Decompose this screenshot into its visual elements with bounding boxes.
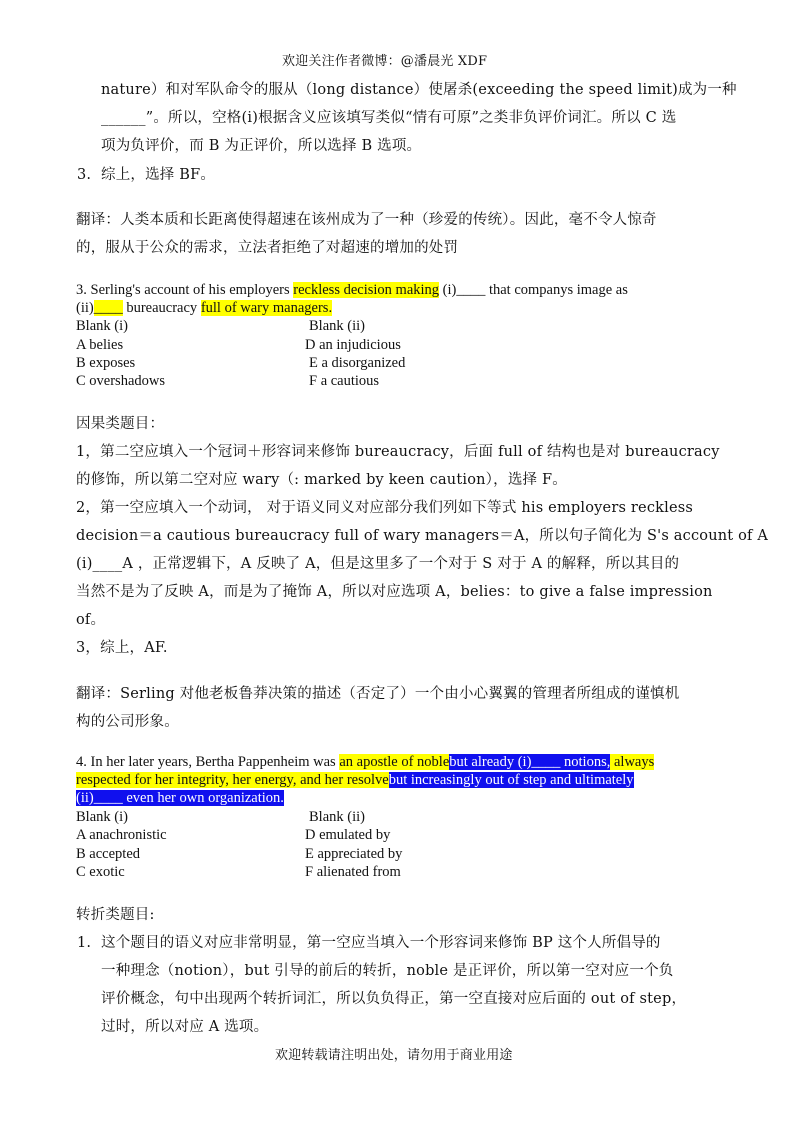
q4-highlight-yellow: always [610, 754, 655, 770]
q4-text: 4. In her later years, Bertha Pappenheim was [76, 754, 340, 770]
q4-option-e: E appreciated by [305, 846, 403, 862]
q3-explanation-2c: (i)____A ，正常逻辑下，A 反映了 A，但是这里多了一个对于 S 对于 A 的解释，所以其目的 [76, 556, 680, 572]
list-number: 3. [77, 167, 92, 183]
q3-option-a: A belies [76, 337, 124, 353]
q3-blank-ii-heading: Blank (ii) [309, 318, 365, 334]
page-header: 欢迎关注作者微博：@潘晨光 XDF [282, 54, 488, 69]
q3-option-b: B exposes [76, 355, 136, 371]
q3-highlight: reckless decision making [293, 282, 440, 298]
q4-blank-i-heading: Blank (i) [76, 809, 128, 825]
prev-translation-line-2: 的，服从于公众的需求，立法者拒绝了对超速的增加的处罚 [76, 240, 459, 256]
q4-option-d: D emulated by [305, 827, 391, 843]
q3-translation-line-2: 构的公司形象。 [76, 714, 179, 730]
q4-highlight-yellow: an apostle of noble [339, 754, 450, 770]
q4-blank-ii-heading: Blank (ii) [309, 809, 365, 825]
q3-text: (ii) [76, 300, 94, 316]
q3-translation-line-1: 翻译：Serling 对他老板鲁莽决策的描述（否定了）一个由小心翼翼的管理者所组成的谨慎机 [76, 686, 680, 702]
q3-option-d: D an injudicious [305, 337, 401, 353]
q3-conclusion: 3，综上，AF. [76, 640, 168, 656]
q3-blank-i-heading: Blank (i) [76, 318, 128, 334]
q4-option-c: C exotic [76, 864, 125, 880]
q3-option-c: C overshadows [76, 373, 166, 389]
q3-explanation-1b: 的修饰，所以第二空对应 wary（: marked by keen caution），选择 F。 [76, 472, 568, 488]
q4-option-a: A anachronistic [76, 827, 167, 843]
q4-highlight-blue: but increasingly out of step and ultimately [388, 772, 634, 788]
q4-explanation-line-4: 过时，所以对应 A 选项。 [101, 1019, 269, 1035]
prev-explanation-line-1: nature）和对军队命令的服从（long distance）使屠杀(exceeding the speed limit)成为一种 [101, 82, 737, 98]
prev-translation-line-1: 翻译：人类本质和长距离使得超速在该州成为了一种（珍爱的传统）。因此，毫不令人惊奇 [76, 212, 657, 228]
q3-explanation-2d: 当然不是为了反映 A，而是为了掩饰 A，所以对应选项 A，belies：to give a false impression [76, 584, 713, 600]
q3-type-heading: 因果类题目： [76, 416, 165, 432]
q3-highlight: full of wary managers. [200, 300, 333, 316]
q4-sentence-line-1 [76, 753, 654, 771]
list-number: 1. [77, 935, 92, 951]
q4-option-f: F alienated from [305, 864, 401, 880]
q4-option-b: B accepted [76, 846, 141, 862]
q3-option-e: E a disorganized [309, 355, 406, 371]
q4-explanation-line-3: 评价概念，句中出现两个转折词汇，所以负负得正，第一空直接对应后面的 out of step， [101, 991, 687, 1007]
q3-explanation-2e: of。 [76, 612, 106, 628]
q3-text: bureaucracy [122, 300, 201, 316]
q4-explanation-line-1: 这个题目的语义对应非常明显，第一空应当填入一个形容词来修饰 BP 这个人所倡导的 [101, 935, 661, 951]
q4-explanation-line-2: 一种理念（notion），but 引导的前后的转折，noble 是正评价，所以第一空对应一个负 [101, 963, 674, 979]
q3-sentence-line-1 [76, 281, 628, 299]
q4-highlight-blue: but already (i)____ notions, [449, 754, 611, 770]
prev-explanation-line-3: 项为负评价，而 B 为正评价，所以选择 B 选项。 [101, 138, 422, 154]
q3-explanation-2b: decision＝a cautious bureaucracy full of wary managers＝A，所以句子简化为 S's account of A [76, 528, 769, 544]
q3-highlight: ____ [93, 300, 123, 316]
prev-explanation-line-2: ______”。所以，空格(i)根据含义应该填写类似“情有可原”之类非负评价词汇。所以 C 选 [101, 110, 677, 126]
q3-text: (i)____ that companys image as [439, 282, 628, 298]
q3-sentence-line-2 [76, 299, 332, 317]
q4-sentence-line-2 [76, 771, 634, 789]
prev-conclusion: 综上，选择 BF。 [101, 167, 216, 183]
q4-highlight-yellow: respected for her integrity, her energy, and her resolve [76, 772, 389, 788]
q4-highlight-blue: (ii)____ even her own organization. [76, 790, 284, 806]
q4-type-heading: 转折类题目: [76, 907, 155, 923]
q3-explanation-1a: 1，第二空应填入一个冠词＋形容词来修饰 bureaucracy，后面 full of 结构也是对 bureaucracy [76, 444, 720, 460]
q3-explanation-2a: 2，第一空应填入一个动词， 对于语义同义对应部分我们列如下等式 his employers reckless [76, 500, 694, 516]
page-footer: 欢迎转载请注明出处，请勿用于商业用途 [275, 1048, 513, 1063]
q4-sentence-line-3 [76, 789, 284, 807]
q3-option-f: F a cautious [309, 373, 380, 389]
q3-text: 3. Serling's account of his employers [76, 282, 294, 298]
